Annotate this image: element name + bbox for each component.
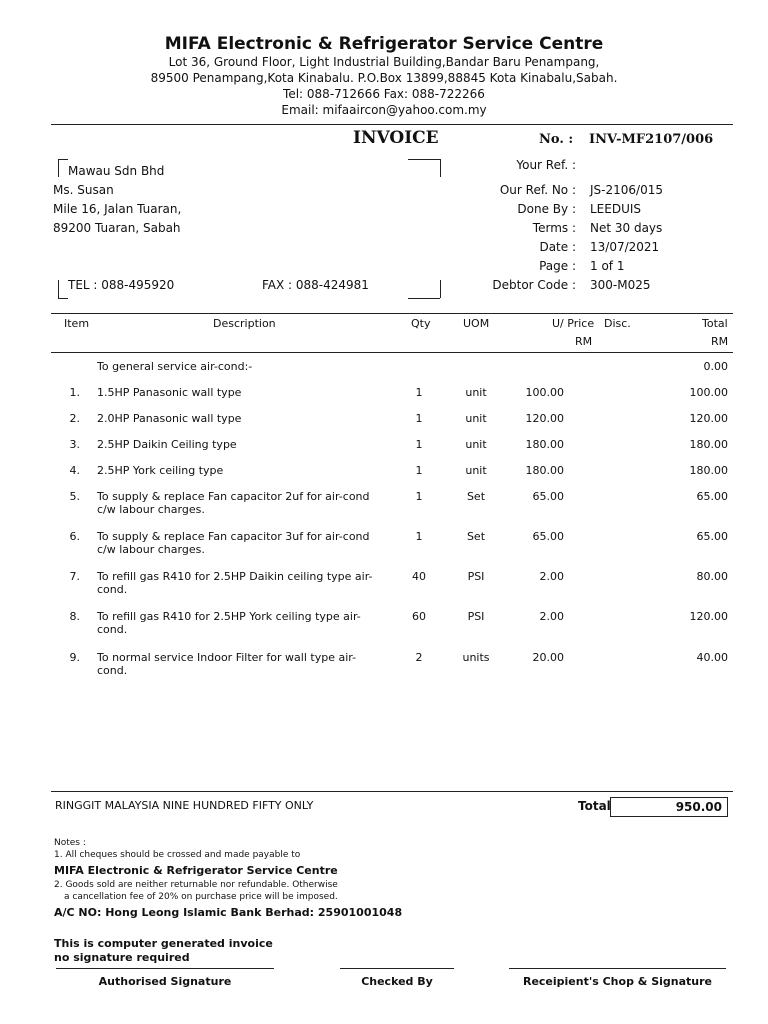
row-qty: 1 [415, 464, 423, 477]
row-total: 120.00 [689, 412, 728, 425]
row-price: 65.00 [532, 490, 564, 503]
col-header-total: Total [702, 317, 728, 330]
row-price: 65.00 [532, 530, 564, 543]
header-divider [51, 124, 733, 125]
col-header-disc: Disc. [604, 317, 631, 330]
row-uom: unit [465, 438, 487, 451]
notes-line-2b: a cancellation fee of 20% on purchase price will be imposed. [64, 892, 338, 902]
row-index: 3. [69, 438, 80, 451]
customer-bracket-bottom-left-h [58, 298, 68, 299]
row-description: 1.5HP Panasonic wall type [97, 386, 242, 399]
row-index: 7. [69, 570, 80, 583]
generated-note-2: no signature required [54, 951, 190, 964]
intro-total: 0.00 [703, 360, 728, 373]
row-uom: Set [466, 490, 486, 503]
row-price: 20.00 [532, 651, 564, 664]
row-uom: unit [465, 412, 487, 425]
company-address-line-1: Lot 36, Ground Floor, Light Industrial Building,Bandar Baru Penampang, [168, 55, 600, 69]
meta-value-page: 1 of 1 [590, 259, 625, 273]
row-index: 5. [69, 490, 80, 503]
col-header-uom: UOM [463, 317, 490, 330]
row-qty: 40 [412, 570, 426, 583]
row-total: 180.00 [689, 438, 728, 451]
row-total: 65.00 [696, 490, 728, 503]
bank-account: A/C NO: Hong Leong Islamic Bank Berhad: 25901001048 [54, 906, 403, 919]
col-header-price-unit: RM [575, 335, 593, 348]
row-uom: PSI [467, 610, 485, 623]
meta-value-our-ref: JS-2106/015 [590, 183, 663, 197]
row-qty: 1 [415, 530, 423, 543]
recipient-signature-line [509, 968, 726, 969]
row-index: 4. [69, 464, 80, 477]
row-qty: 2 [415, 651, 423, 664]
row-qty: 1 [415, 438, 423, 451]
row-total: 40.00 [696, 651, 728, 664]
row-total: 65.00 [696, 530, 728, 543]
row-price: 180.00 [525, 438, 564, 451]
row-description: 2.0HP Panasonic wall type [97, 412, 242, 425]
checked-by-label: Checked By [361, 975, 433, 988]
meta-label-debtor-code: Debtor Code : [492, 278, 576, 292]
row-total: 80.00 [696, 570, 728, 583]
customer-bracket-bottom-right-h [408, 298, 440, 299]
company-email-line: Email: mifaaircon@yahoo.com.my [281, 103, 487, 117]
company-phone-line: Tel: 088-712666 Fax: 088-722266 [283, 87, 485, 101]
meta-label-terms: Terms : [532, 221, 576, 235]
row-price: 100.00 [525, 386, 564, 399]
meta-label-our-ref: Our Ref. No : [499, 183, 576, 197]
table-header-divider [51, 352, 733, 353]
customer-tel: TEL : 088-495920 [68, 278, 175, 292]
row-price: 2.00 [539, 610, 564, 623]
meta-label-page: Page : [539, 259, 576, 273]
row-description: To normal service Indoor Filter for wall type air-cond. [97, 651, 357, 677]
row-price: 180.00 [525, 464, 564, 477]
company-address-line-2: 89500 Penampang,Kota Kinabalu. P.O.Box 13899,88845 Kota Kinabalu,Sabah. [150, 71, 618, 85]
invoice-no-label: No. : [539, 132, 574, 147]
row-uom: Set [466, 530, 486, 543]
col-header-qty: Qty [411, 317, 431, 330]
row-index: 2. [69, 412, 80, 425]
row-total: 180.00 [689, 464, 728, 477]
customer-bracket-bottom-left [58, 280, 59, 298]
row-total: 100.00 [689, 386, 728, 399]
row-description: 2.5HP York ceiling type [97, 464, 224, 477]
row-index: 8. [69, 610, 80, 623]
table-top-divider [51, 313, 733, 314]
meta-value-terms: Net 30 days [590, 221, 663, 235]
row-uom: PSI [467, 570, 485, 583]
total-value: 950.00 [675, 800, 722, 814]
notes-company-name: MIFA Electronic & Refrigerator Service Centre [54, 864, 338, 877]
row-description: To supply & replace Fan capacitor 2uf for air-cond c/w labour charges. [97, 490, 370, 516]
col-header-item: Item [64, 317, 90, 330]
summary-divider [51, 791, 733, 792]
company-name: MIFA Electronic & Refrigerator Service Centre [164, 34, 604, 54]
customer-fax: FAX : 088-424981 [262, 278, 369, 292]
notes-line-1: 1. All cheques should be crossed and made payable to [54, 850, 301, 860]
row-price: 2.00 [539, 570, 564, 583]
meta-value-done-by: LEEDUIS [590, 202, 642, 216]
meta-label-done-by: Done By : [517, 202, 576, 216]
row-description: To refill gas R410 for 2.5HP York ceiling type air-cond. [97, 610, 361, 636]
customer-contact: Ms. Susan [53, 183, 114, 197]
customer-bracket-top-right-h [408, 159, 440, 160]
customer-bracket-top-left [58, 159, 59, 177]
authorised-signature-line [56, 968, 274, 969]
recipient-signature-label: Receipient's Chop & Signature [522, 975, 712, 988]
total-label: Total [578, 799, 611, 813]
col-header-total-unit: RM [711, 335, 729, 348]
meta-label-date: Date : [539, 240, 576, 254]
row-total: 120.00 [689, 610, 728, 623]
row-description: 2.5HP Daikin Ceiling type [97, 438, 237, 451]
row-qty: 1 [415, 490, 423, 503]
row-index: 6. [69, 530, 80, 543]
row-description: To refill gas R410 for 2.5HP Daikin ceiling type air-cond. [97, 570, 373, 596]
row-qty: 60 [412, 610, 426, 623]
row-uom: unit [465, 464, 487, 477]
checked-by-line [340, 968, 454, 969]
notes-title: Notes : [54, 838, 86, 848]
row-index: 9. [69, 651, 80, 664]
meta-label-your-ref: Your Ref. : [516, 158, 576, 172]
generated-note-1: This is computer generated invoice [54, 937, 273, 950]
row-qty: 1 [415, 412, 423, 425]
col-header-description: Description [213, 317, 276, 330]
customer-bracket-top-left-h [58, 159, 68, 160]
row-qty: 1 [415, 386, 423, 399]
row-uom: unit [465, 386, 487, 399]
invoice-no-value: INV-MF2107/006 [589, 132, 714, 147]
invoice-title: INVOICE [353, 128, 439, 148]
row-description: To supply & replace Fan capacitor 3uf for air-cond c/w labour charges. [97, 530, 370, 556]
customer-address-line-2: 89200 Tuaran, Sabah [53, 221, 181, 235]
authorised-signature-label: Authorised Signature [98, 975, 232, 988]
customer-address-line-1: Mile 16, Jalan Tuaran, [53, 202, 182, 216]
row-index: 1. [69, 386, 80, 399]
col-header-price: U/ Price [552, 317, 595, 330]
intro-description: To general service air-cond:- [97, 360, 253, 373]
row-uom: units [462, 651, 490, 664]
amount-in-words: RINGGIT MALAYSIA NINE HUNDRED FIFTY ONLY [55, 799, 314, 812]
customer-name: Mawau Sdn Bhd [68, 164, 165, 178]
row-price: 120.00 [525, 412, 564, 425]
meta-value-date: 13/07/2021 [590, 240, 660, 254]
meta-value-debtor-code: 300-M025 [590, 278, 651, 292]
notes-line-2a: 2. Goods sold are neither returnable nor refundable. Otherwise [54, 880, 338, 890]
